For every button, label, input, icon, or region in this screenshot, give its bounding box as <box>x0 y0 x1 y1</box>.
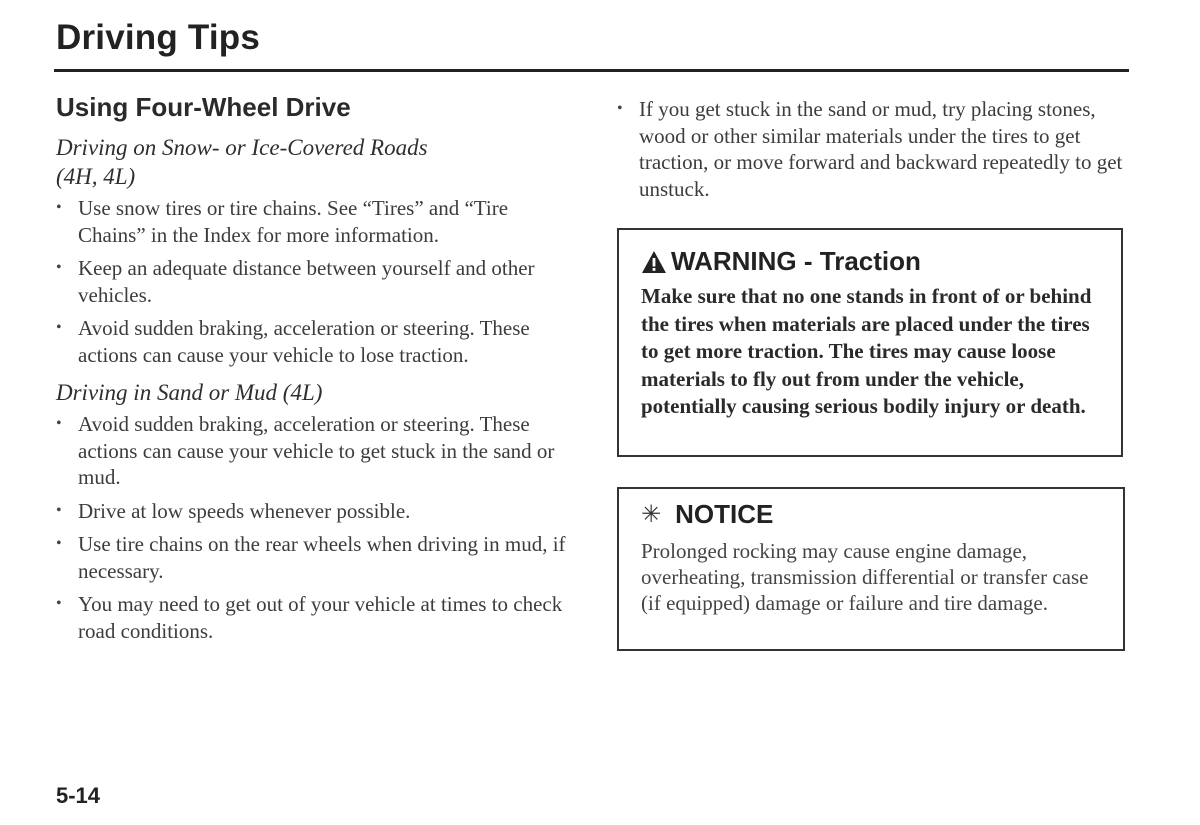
bullet-icon: • <box>56 259 62 276</box>
list-item-text: Use tire chains on the rear wheels when driving in mud, if necessary. <box>78 532 566 583</box>
warning-text: Make sure that no one stands in front of or behind the tires when materials are placed under the tires to get more traction. The tires may cause loose materials to fly out from under the vehicle, potentially causing serious bodily injury or death. <box>641 284 1092 418</box>
bullet-icon: • <box>56 319 62 336</box>
list-item <box>56 498 566 525</box>
warning-heading-text: WARNING - Traction <box>671 246 921 276</box>
warning-triangle-icon <box>641 250 667 274</box>
right-column <box>617 96 1127 209</box>
bullet-icon: • <box>617 100 623 117</box>
sand-subheading: Driving in Sand or Mud (4L) <box>56 380 323 405</box>
list-item <box>617 96 1127 202</box>
sand-list <box>56 411 566 644</box>
notice-box <box>617 487 1125 651</box>
bullet-icon: • <box>56 501 62 519</box>
list-item-text: If you get stuck in the sand or mud, try placing stones, wood or other similar materials under the tires to get traction, or move forward and backward repeatedly to get unstuck. <box>639 97 1123 201</box>
notice-star-icon: ✳ <box>641 501 662 528</box>
list-item <box>56 255 566 308</box>
snow-list <box>56 195 566 368</box>
left-column <box>56 92 566 651</box>
page-number: 5-14 <box>56 783 101 808</box>
list-item-text: Use snow tires or tire chains. See “Tires” and “Tire Chains” in the Index for more information. <box>78 196 509 247</box>
stuck-list <box>617 96 1127 202</box>
section-heading: Using Four-Wheel Drive <box>56 92 351 122</box>
bullet-icon: • <box>56 535 62 552</box>
list-item-text: Drive at low speeds whenever possible. <box>78 498 411 523</box>
warning-box <box>617 228 1123 457</box>
snow-subheading-line2: (4H, 4L) <box>56 164 136 189</box>
list-item <box>56 315 566 368</box>
bullet-icon: • <box>56 415 62 432</box>
warning-heading <box>641 246 1101 277</box>
notice-heading <box>641 499 1103 530</box>
bullet-icon: • <box>56 595 62 612</box>
snow-subheading <box>56 133 566 191</box>
list-item-text: Keep an adequate distance between yourself and other vehicles. <box>78 256 535 307</box>
list-item <box>56 591 566 644</box>
list-item-text: You may need to get out of your vehicle at times to check road conditions. <box>78 592 563 643</box>
bullet-icon: • <box>56 199 62 216</box>
list-item-text: Avoid sudden braking, acceleration or steering. These actions can cause your vehicle to get stuck in the sand or mud. <box>78 412 555 489</box>
list-item <box>56 195 566 248</box>
snow-subheading-line1: Driving on Snow- or Ice-Covered Roads <box>56 135 428 160</box>
list-item <box>56 411 566 491</box>
page-title: Driving Tips <box>56 18 261 57</box>
list-item <box>56 531 566 584</box>
title-divider <box>54 69 1129 72</box>
notice-heading-text: NOTICE <box>675 499 774 529</box>
list-item-text: Avoid sudden braking, acceleration or steering. These actions can cause your vehicle to lose traction. <box>78 316 530 367</box>
warning-triangle-svg <box>641 250 667 274</box>
notice-text: Prolonged rocking may cause engine damage, overheating, transmission differential or transfer case (if equipped) damage or failure and tire damage. <box>641 539 1089 615</box>
